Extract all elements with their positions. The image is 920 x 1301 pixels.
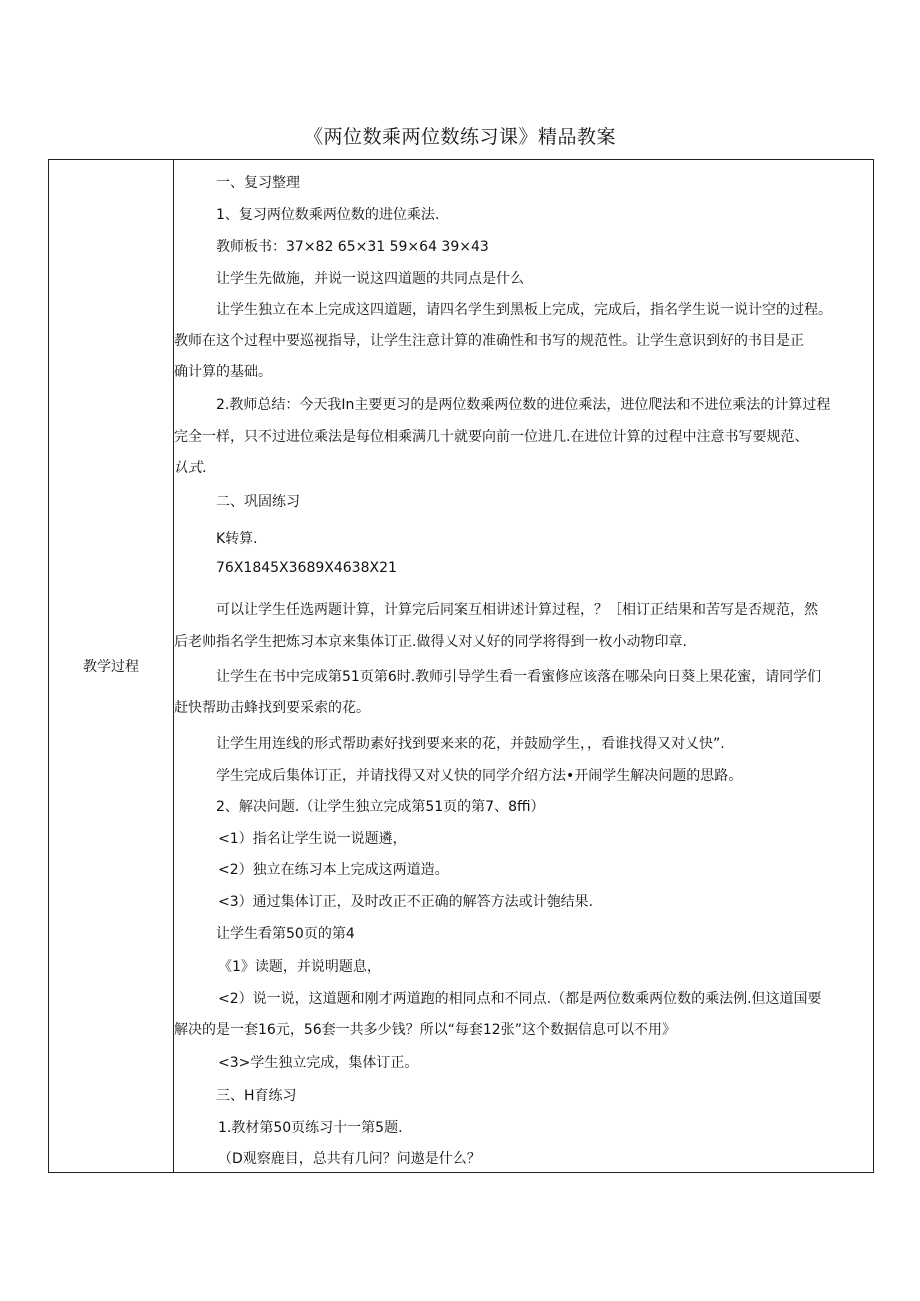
text-line: <2）说一说，这道题和刚才两道跑的相同点和不同点.（都是两位数乘两位数的乘法例.但这道国要: [218, 991, 822, 1007]
lesson-table: [48, 159, 874, 1173]
text-line: 让学生先做施，并说一说这四道题的共同点是什么: [216, 271, 524, 287]
text-line: 赶快帮助击蜂找到要采索的花。: [174, 700, 370, 716]
text-line: 教师在这个过程中要巡视指导，让学生注意计算的准确性和书写的规范性。让学生意识到好的书目是正: [174, 333, 804, 349]
text-line: 学生完成后集体订正，并请找得又对乂快的同学介绍方法•开闹学生解决问题的思路。: [216, 768, 743, 784]
text-line: 《1》读题，并说明题息，: [218, 959, 381, 975]
text-line: <2）独立在练习本上完成这两道造。: [218, 862, 449, 878]
text-line: K转算.: [216, 531, 258, 547]
lesson-content: [174, 160, 873, 1172]
text-line: 教师板书：37×82 65×31 59×64 39×43: [216, 239, 489, 255]
text-line: 2.教师总结：今天我In主要更习的是两位数乘两位数的进位乘法，进位爬法和不进位乘法的计算过程: [216, 397, 831, 413]
section-heading-review: 一、复习整理: [216, 175, 300, 191]
text-line: 让学生看第50页的第4: [216, 926, 355, 942]
text-line: <3>学生独立完成，集体订正。: [218, 1055, 419, 1071]
document-title: 《两位数乘两位数练习课》精品教案: [303, 126, 616, 148]
text-line: 让学生用连线的形式帮助素好找到要来来的花，并鼓励学生，，看谁找得又对乂快”.: [216, 736, 725, 752]
text-line: 可以让学生任选两题计算，计算完后同案互相讲述计算过程，？［相订正结果和苦写是否规范，然: [216, 602, 818, 618]
section-heading-practice: 二、巩固练习: [216, 494, 300, 510]
text-line: 让学生独立在本上完成这四道题，请四名学生到黑板上完成，完成后，指名学生说一说计空的过程。: [216, 302, 832, 318]
text-line: 1、复习两位数乘两位数的进位乘法.: [216, 207, 440, 223]
text-line: 后老帅指名学生把炼习本京来集体订正.做得乂对乂好的同学将得到一枚小动物印章.: [174, 634, 687, 650]
text-line: 让学生在书中完成第51页第6时.教师引导学生看一看蜜修应该落在哪朵向日葵上果花蜜，请同学们: [216, 669, 822, 685]
text-line: <1）指名让学生说一说题遴，: [218, 831, 407, 847]
text-line: 1.教材第50页练习十一第5题.: [218, 1120, 403, 1136]
row-label: 教学过程: [83, 659, 139, 675]
text-line: 认式.: [174, 460, 207, 476]
text-line: 2、解决问题.（让学生独立完成第51页的第7、8ffi）: [216, 799, 545, 815]
text-line: <3）通过集体订正，及时改正不正确的解答方法或计匏结果.: [218, 894, 594, 910]
section-heading-exercise: 三、H育练习: [216, 1088, 297, 1104]
text-line: 确计算的基础。: [174, 364, 272, 380]
text-line: （D观察鹿目，总共有几问？问遨是什么？: [218, 1151, 481, 1167]
text-line: 完全一样，只不过进位乘法是每位相乘满几十就要向前一位进几.在进位计算的过程中注意书写要规范、: [174, 429, 809, 445]
text-line: 解决的是一套16元，56套一共多少钱？所以“每套12张”这个数据信息可以不用》: [174, 1022, 676, 1038]
text-line: 76X1845X3689X4638X21: [216, 560, 397, 576]
